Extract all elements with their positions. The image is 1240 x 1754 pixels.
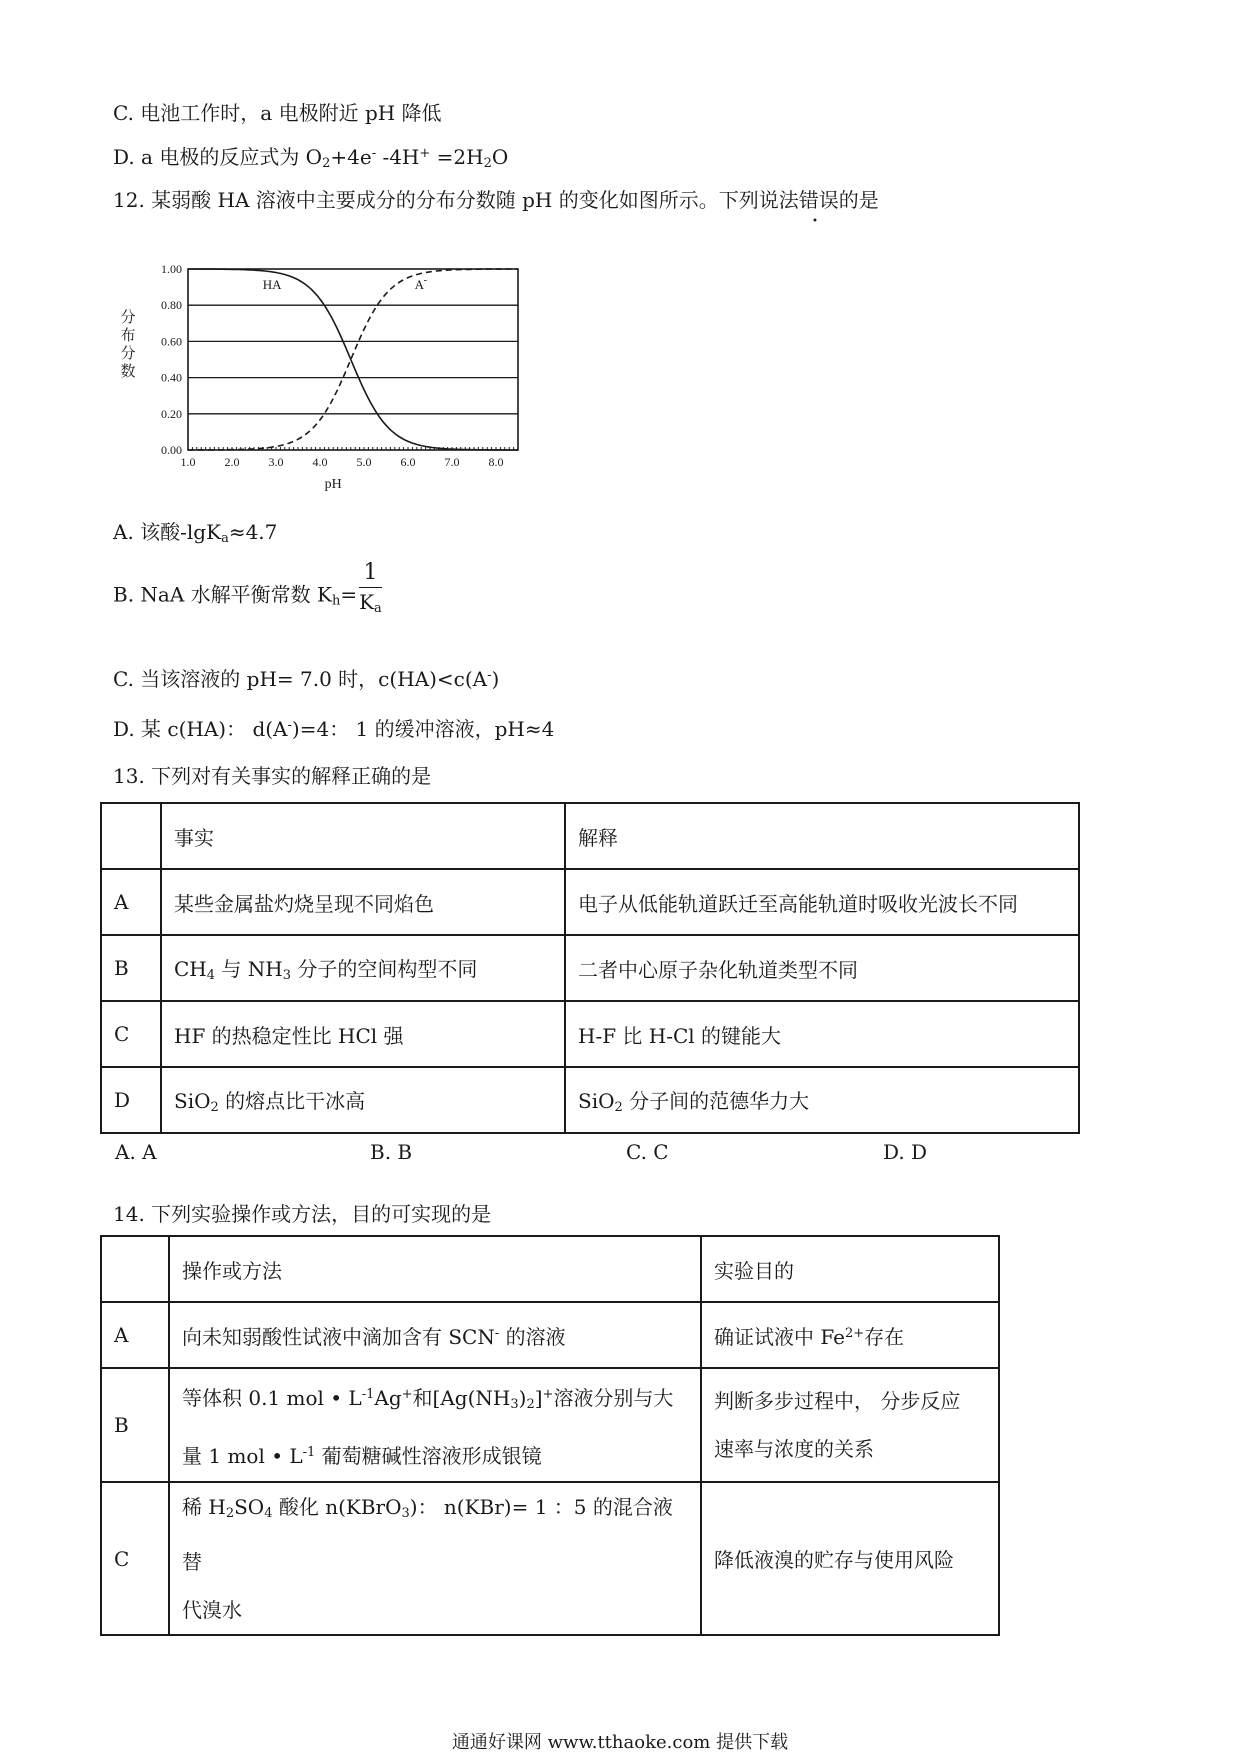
series-line-ha (188, 269, 518, 450)
table-row (101, 869, 1079, 935)
y-tick-label: 0.80 (161, 298, 182, 313)
series-label-a-minus-charge: - (423, 275, 427, 287)
table-row (101, 1067, 1079, 1133)
table-row (101, 803, 1079, 869)
x-tick-label: 6.0 (400, 455, 416, 469)
y-tick-label: 0.40 (161, 370, 182, 385)
row-key: C (101, 1482, 169, 1635)
table-row (101, 1236, 999, 1302)
y-axis-label: 布 (120, 326, 136, 344)
table-row (101, 1482, 999, 1635)
y-tick-label: 1.00 (161, 262, 182, 276)
x-tick-label: 3.0 (268, 455, 284, 469)
q12-option-d: D. 某 c(HA)： d(A-)=4： 1 的缓冲溶液，pH≈4 (113, 717, 555, 741)
table-header-operation: 操作或方法 (169, 1236, 701, 1302)
goal-cell: 确证试液中 $Fe^{2+}$存在 (701, 1302, 999, 1368)
q13-choice-a: A. A (115, 1140, 157, 1164)
explanation-cell: 电子从低能轨道跃迁至高能轨道时吸收光波长不同 (565, 869, 1079, 935)
distribution-chart (110, 252, 530, 506)
q12-option-c: C. 当该溶液的 pH= 7.0 时，c(HA)<c(A-) (113, 667, 500, 691)
y-axis-label: 数 (120, 362, 136, 380)
q14-table (100, 1235, 1000, 1636)
q11-option-d: D. a 电极的反应式为 $O_2+4e^-$ $-4H^+ =2H_2O$ (113, 145, 509, 171)
x-tick-label: 4.0 (312, 455, 328, 469)
table-header-explanation: 解释 (565, 803, 1079, 869)
q13-choice-b: B. B (370, 1140, 413, 1164)
x-tick-label: 5.0 (356, 455, 372, 469)
table-row (101, 935, 1079, 1001)
row-key: D (101, 1067, 161, 1133)
q13-table (100, 802, 1080, 1134)
explanation-cell: SiO$_2$ 分子间的范德华力大 (565, 1067, 1079, 1133)
q14-stem: 14. 下列实验操作或方法，目的可实现的是 (113, 1202, 492, 1226)
fact-cell: SiO$_2$ 的熔点比干冰高 (161, 1067, 565, 1133)
q12-option-b: B. NaA 水解平衡常数 $K_h=$ $\frac{1}{K_a}$ (113, 560, 382, 616)
operation-cell: 向未知弱酸性试液中滴加含有 SCN- 的溶液 (169, 1302, 701, 1368)
series-label-a-minus: A (414, 277, 424, 293)
fact-cell: $CH_4$ 与 $NH_3$ 分子的空间构型不同 (161, 935, 565, 1001)
q13-choice-c: C. C (626, 1140, 669, 1164)
table-header-goal: 实验目的 (701, 1236, 999, 1302)
y-axis-label: 分 (120, 308, 136, 326)
series-line-a-minus (188, 269, 518, 450)
fraction: $\frac{1}{K_a}$ (359, 560, 382, 616)
x-tick-label: 2.0 (224, 455, 240, 469)
y-tick-label: 0.20 (161, 406, 182, 421)
explanation-cell: H-F 比 H-Cl 的键能大 (565, 1001, 1079, 1067)
table-row (101, 1302, 999, 1368)
page-footer: 通通好课网 www.tthaoke.com 提供下载 (451, 1732, 789, 1753)
q13-choice-d: D. D (883, 1140, 928, 1164)
q12-stem: 12. 某弱酸 HA 溶液中主要成分的分布分数随 pH 的变化如图所示。下列说法错误的是 (113, 184, 879, 213)
x-axis-label: pH (324, 477, 342, 492)
y-tick-label: 0.00 (161, 443, 182, 457)
goal-cell: 降低液溴的贮存与使用风险 (701, 1482, 999, 1635)
emphasis-dots: 错误 (799, 184, 839, 213)
table-cell (101, 1236, 169, 1302)
row-key: C (101, 1001, 161, 1067)
row-key: B (101, 935, 161, 1001)
q13-stem: 13. 下列对有关事实的解释正确的是 (113, 764, 432, 788)
fact-cell: HF 的热稳定性比 HCl 强 (161, 1001, 565, 1067)
distribution-chart-svg (110, 252, 530, 502)
table-header-fact: 事实 (161, 803, 565, 869)
x-tick-label: 1.0 (180, 455, 196, 469)
row-key: A (101, 1302, 169, 1368)
row-key: B (101, 1368, 169, 1482)
table-cell (101, 803, 161, 869)
table-row (101, 1001, 1079, 1067)
table-row (101, 1368, 999, 1482)
fact-cell: 某些金属盐灼烧呈现不同焰色 (161, 869, 565, 935)
x-tick-label: 7.0 (444, 455, 460, 469)
row-key: A (101, 869, 161, 935)
explanation-cell: 二者中心原子杂化轨道类型不同 (565, 935, 1079, 1001)
q11-option-c: C. 电池工作时，a 电极附近 pH 降低 (113, 101, 442, 125)
plot-frame (188, 269, 518, 450)
series-label-ha: HA (262, 277, 282, 293)
y-axis-label: 分 (120, 344, 136, 362)
y-tick-label: 0.60 (161, 334, 182, 349)
x-tick-label: 8.0 (488, 455, 504, 469)
goal-cell: 判断多步过程中， 分步反应 速率与浓度的关系 (701, 1368, 999, 1482)
q12-option-a: A. 该酸-lgK$_a$≈4.7 (113, 520, 278, 546)
operation-cell: 等体积 0.1 mol • $L^{-1}Ag^+$和$[Ag(NH_3)_2]^+$溶液分别与大 量 1 mol • $L^{-1}$ 葡萄糖碱性溶液形成银镜 (169, 1368, 701, 1482)
operation-cell: 稀 $H_2SO_4$ 酸化 n(KBrO$_3$)： n(KBr)= 1 ：5 的混合液替 代溴水 (169, 1482, 701, 1635)
